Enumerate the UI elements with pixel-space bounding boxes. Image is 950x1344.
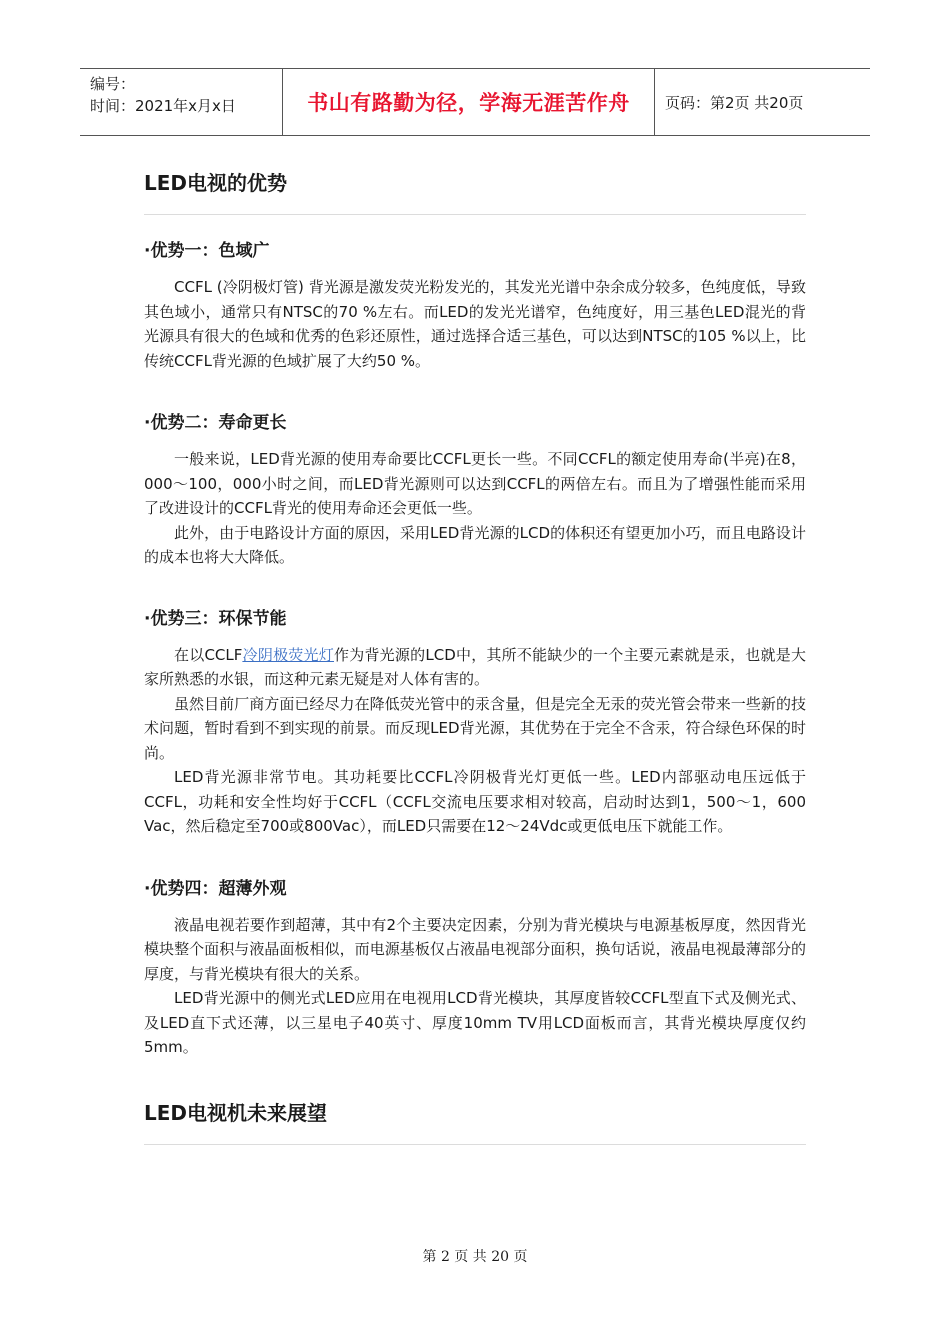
time-label: 时间：2021年x月x日 [90, 97, 236, 115]
advantage-2-paragraph-2: 此外，由于电路设计方面的原因，采用LED背光源的LCD的体积还有望更加小巧，而且电路设计的成本也将大大降低。 [144, 523, 806, 566]
section-title-future: LED电视机未来展望 [144, 1096, 806, 1145]
advantage-4-paragraph-2: LED背光源中的侧光式LED应用在电视用LCD背光模块，其厚度皆较CCFL型直下式及侧光式、及LED直下式还薄，以三星电子40英寸、厚度10mm TV用LCD面板而言，其背光模块厚度仅约5mm。 [144, 989, 806, 1056]
header-page-info: 页码：第2页 共20页 [665, 93, 804, 112]
header-meta [80, 69, 282, 135]
number-label: 编号： [90, 75, 136, 93]
page-footer: 第 2 页 共 20 页 [422, 1249, 528, 1265]
advantage-3-paragraph-2: 虽然目前厂商方面已经尽力在降低荧光管中的汞含量，但是完全无汞的荧光管会带来一些新的技术问题，暂时看到不到实现的前景。而反现LED背光源，其优势在于完全不含汞，符合绿色环保的时尚。 [144, 694, 806, 762]
advantage-2-paragraph-1: 一般来说，LED背光源的使用寿命要比CCFL更长一些。不同CCFL的额定使用寿命(半亮)在8，000～100，000小时之间，而LED背光源则可以达到CCFL的两倍左右。而且为了增强性能而采用了改进设计的CCFL背光的使用寿命还会更低一些。 [144, 450, 806, 517]
advantage-1-paragraph: CCFL (冷阴极灯管) 背光源是激发荧光粉发光的，其发光光谱中杂余成分较多，色纯度低，导致其色域小，通常只有NTSC的70 %左右。而LED的发光光谱窄，色纯度好，用三基色LED混光的背光源具有很大的色域和优秀的色彩还原性，通过选择合适三基色，可以达到NTSC的105 %以上，比传统CCFL背光源的色域扩展了大约50 %。 [144, 278, 806, 370]
advantage-2-title: ·优势二：寿命更长 [144, 413, 287, 433]
page-header [80, 68, 870, 136]
section-title-advantages: LED电视的优势 [144, 166, 806, 215]
advantage-4-paragraph-1: 液晶电视若要作到超薄，其中有2个主要决定因素，分别为背光模块与电源基板厚度，然因背光模块整个面积与液晶面板相似，而电源基板仅占液晶电视部分面积，换句话说，液晶电视最薄部分的厚度，与背光模块有很大的关系。 [144, 915, 806, 983]
advantage-1-title: ·优势一：色域广 [144, 241, 270, 261]
advantage-3-text-after-link: 作为背光源的LCD中，其所不能缺少的一个主要元素就是汞，也就是大家所熟悉的水银，而这种元素无疑是对人体有害的。 [144, 645, 806, 688]
advantage-3-paragraph-1 [144, 643, 806, 692]
advantage-3-paragraph-3: LED背光源非常节电。其功耗要比CCFL冷阴极背光灯更低一些。LED内部驱动电压远低于CCFL，功耗和安全性均好于CCFL（CCFL交流电压要求相对较高，启动时达到1，500～1，600 Vac，然后稳定至700或800Vac），而LED只需要在12～24Vdc或更低电压下就能工作。 [144, 768, 806, 835]
advantage-3-title: ·优势三：环保节能 [144, 608, 287, 629]
document-body [144, 166, 806, 1145]
header-motto: 书山有路勤为径，学海无涯苦作舟 [282, 69, 655, 135]
advantage-3-text-before-link: 在以CCLF [174, 645, 243, 664]
ccfl-lamp-link[interactable]: 冷阴极荧光灯 [242, 645, 334, 664]
advantage-4-title: ·优势四：超薄外观 [144, 878, 287, 899]
